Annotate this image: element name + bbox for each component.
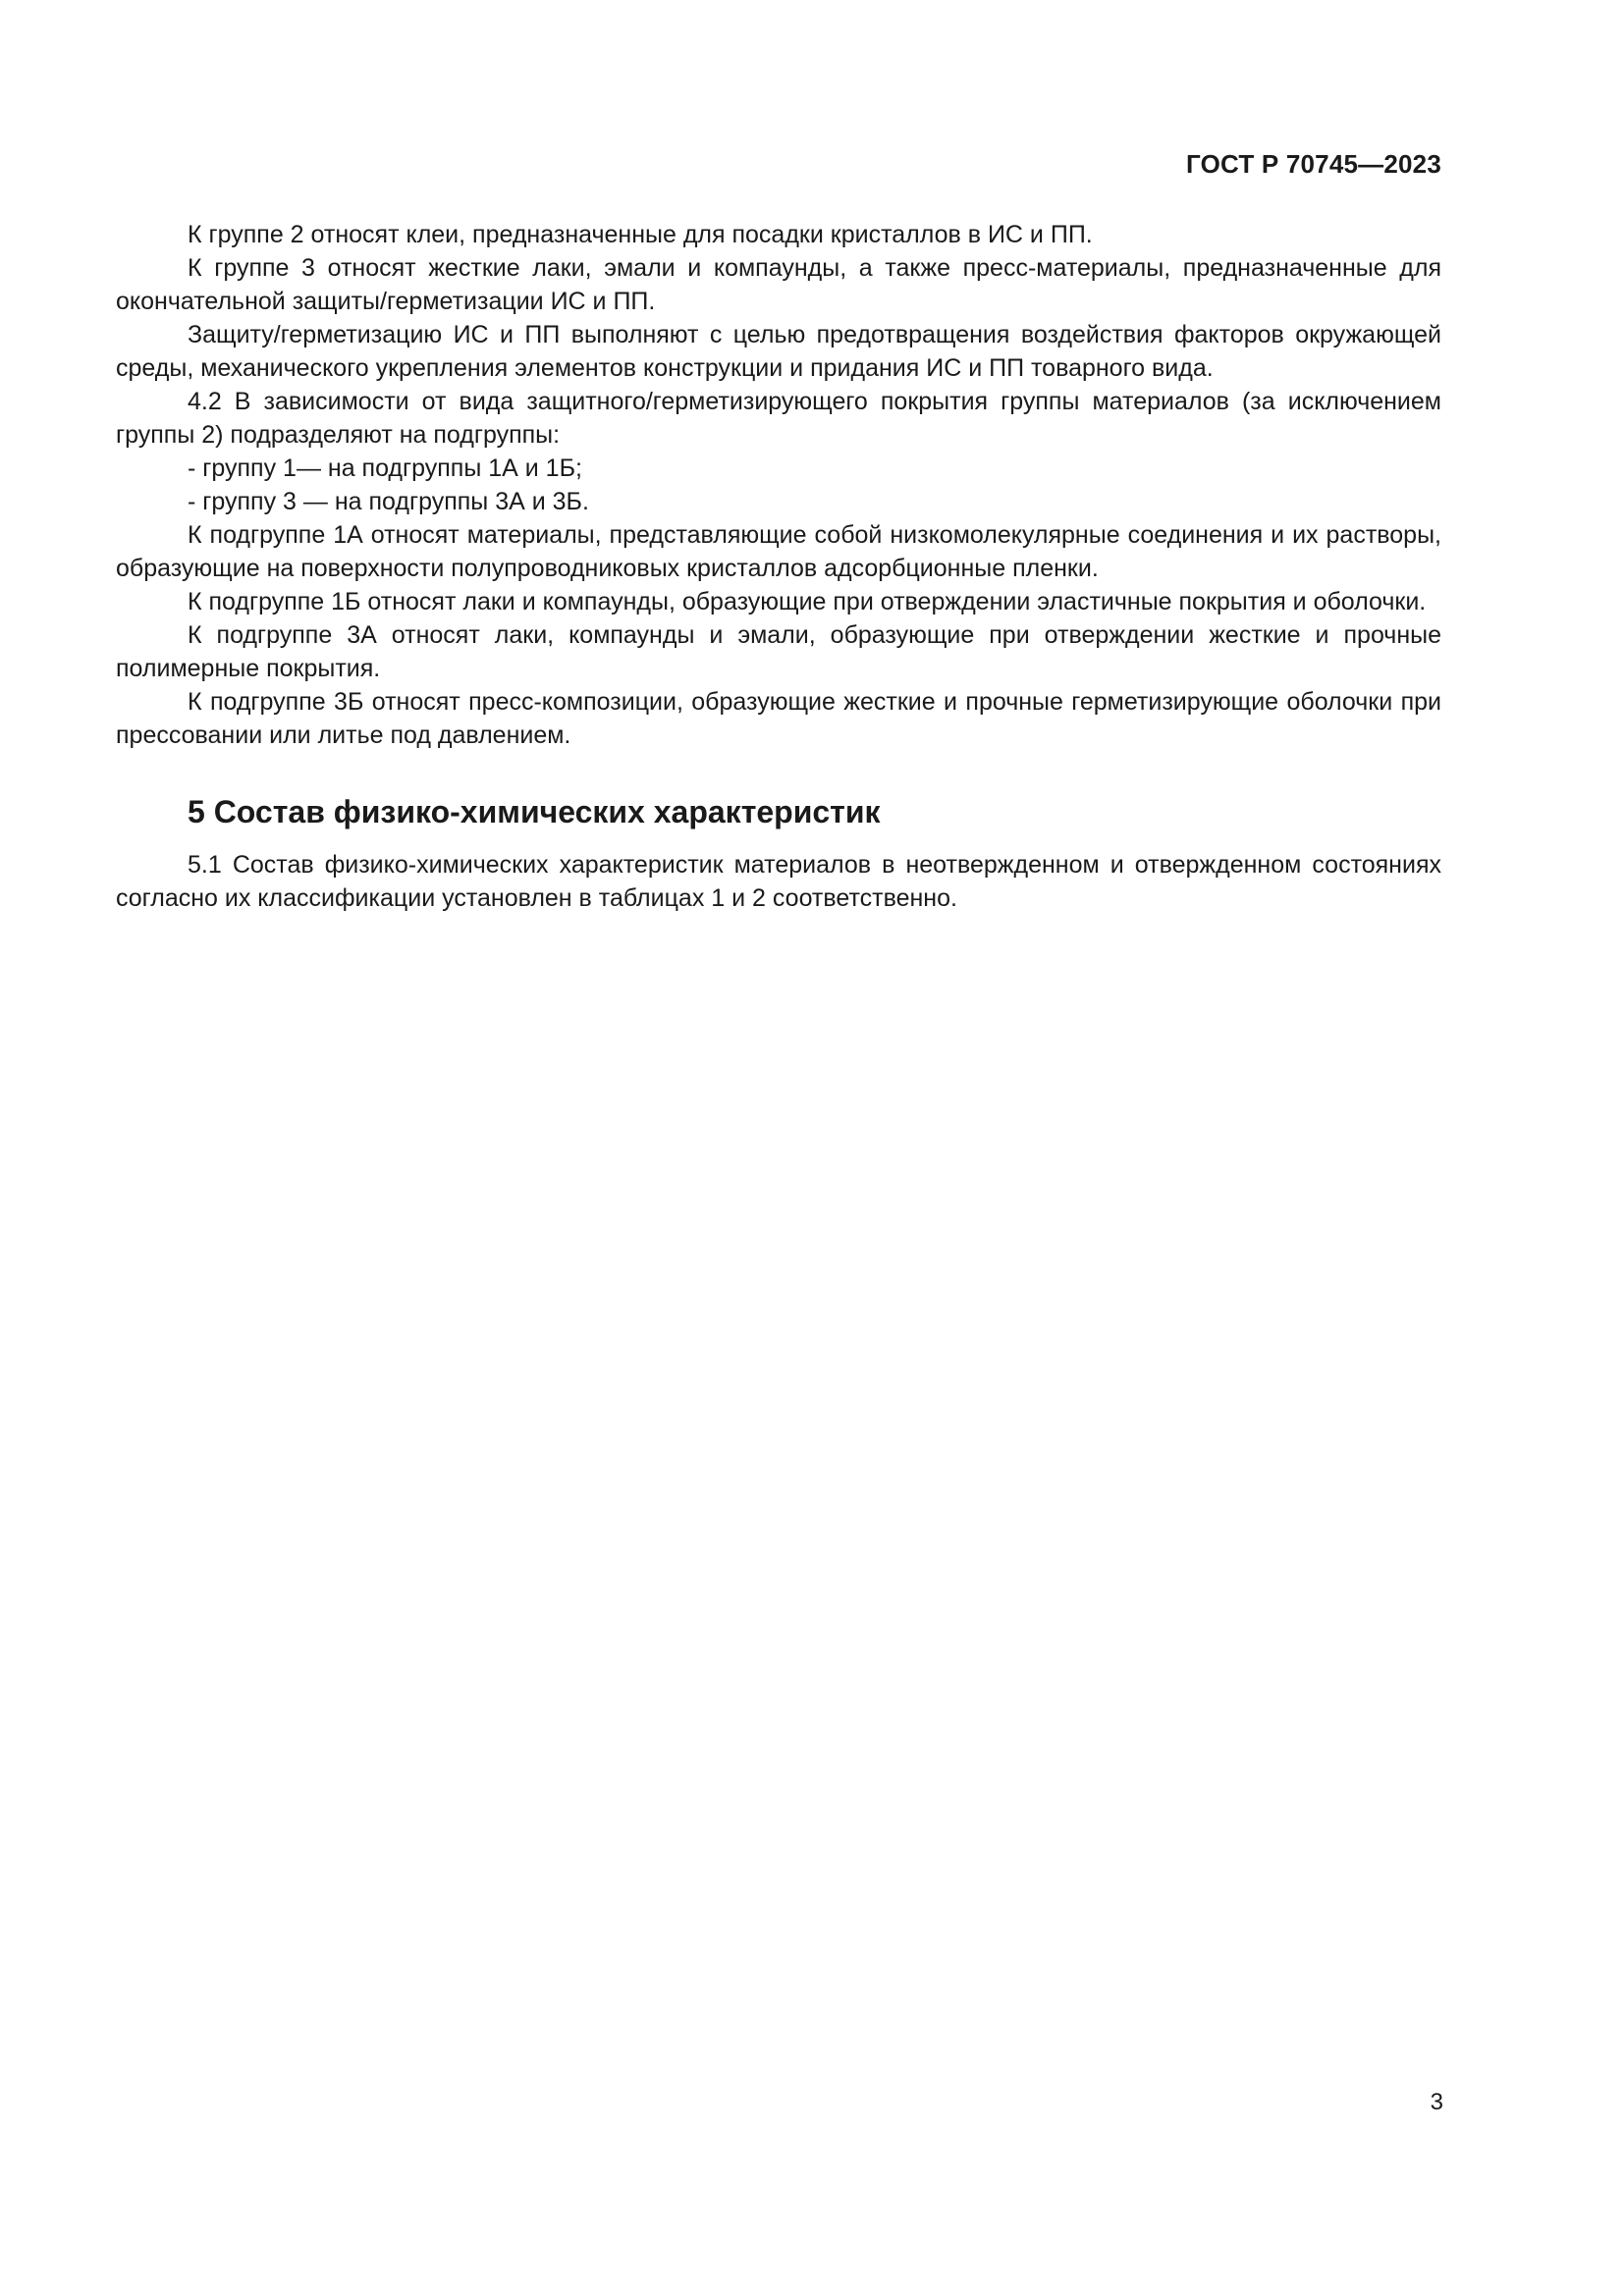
- section-heading: 5 Состав физико-химических характеристик: [188, 794, 881, 829]
- document-body: [116, 218, 1441, 915]
- document-code: ГОСТ Р 70745—2023: [1186, 149, 1441, 179]
- list-item: - группу 1— на подгруппы 1А и 1Б;: [188, 454, 582, 482]
- paragraph: К группе 2 относят клеи, предназначенные для посадки кристаллов в ИС и ПП.: [188, 221, 1093, 248]
- paragraph: К группе 3 относят жесткие лаки, эмали и компаунды, а также пресс-материалы, предназначенные для окончательной защиты/герметизации ИС и ПП.: [116, 254, 1441, 315]
- list-item: - группу 3 — на подгруппы 3А и 3Б.: [188, 488, 589, 515]
- paragraph: 4.2 В зависимости от вида защитного/герметизирующего покрытия группы материалов (за исключением группы 2) подразделяют на подгруппы:: [116, 388, 1441, 449]
- paragraph: 5.1 Состав физико-химических характеристик материалов в неотвержденном и отвержденном состояниях согласно их классификации установлен в таблицах 1 и 2 соответственно.: [116, 851, 1441, 912]
- paragraph: К подгруппе 3Б относят пресс-композиции, образующие жесткие и прочные герметизирующие оболочки при прессовании или литье под давлением.: [116, 688, 1441, 749]
- paragraph: К подгруппе 1Б относят лаки и компаунды, образующие при отверждении эластичные покрытия и оболочки.: [188, 588, 1427, 615]
- paragraph: К подгруппе 3А относят лаки, компаунды и эмали, образующие при отверждении жесткие и прочные полимерные покрытия.: [116, 621, 1441, 682]
- paragraph: К подгруппе 1А относят материалы, представляющие собой низкомолекулярные соединения и их растворы, образующие на поверхности полупроводниковых кристаллов адсорбционные пленки.: [116, 521, 1441, 582]
- page-number: 3: [1430, 2089, 1443, 2115]
- paragraph: Защиту/герметизацию ИС и ПП выполняют с целью предотвращения воздействия факторов окружающей среды, механического укрепления элементов конструкции и придания ИС и ПП товарного вида.: [116, 321, 1441, 382]
